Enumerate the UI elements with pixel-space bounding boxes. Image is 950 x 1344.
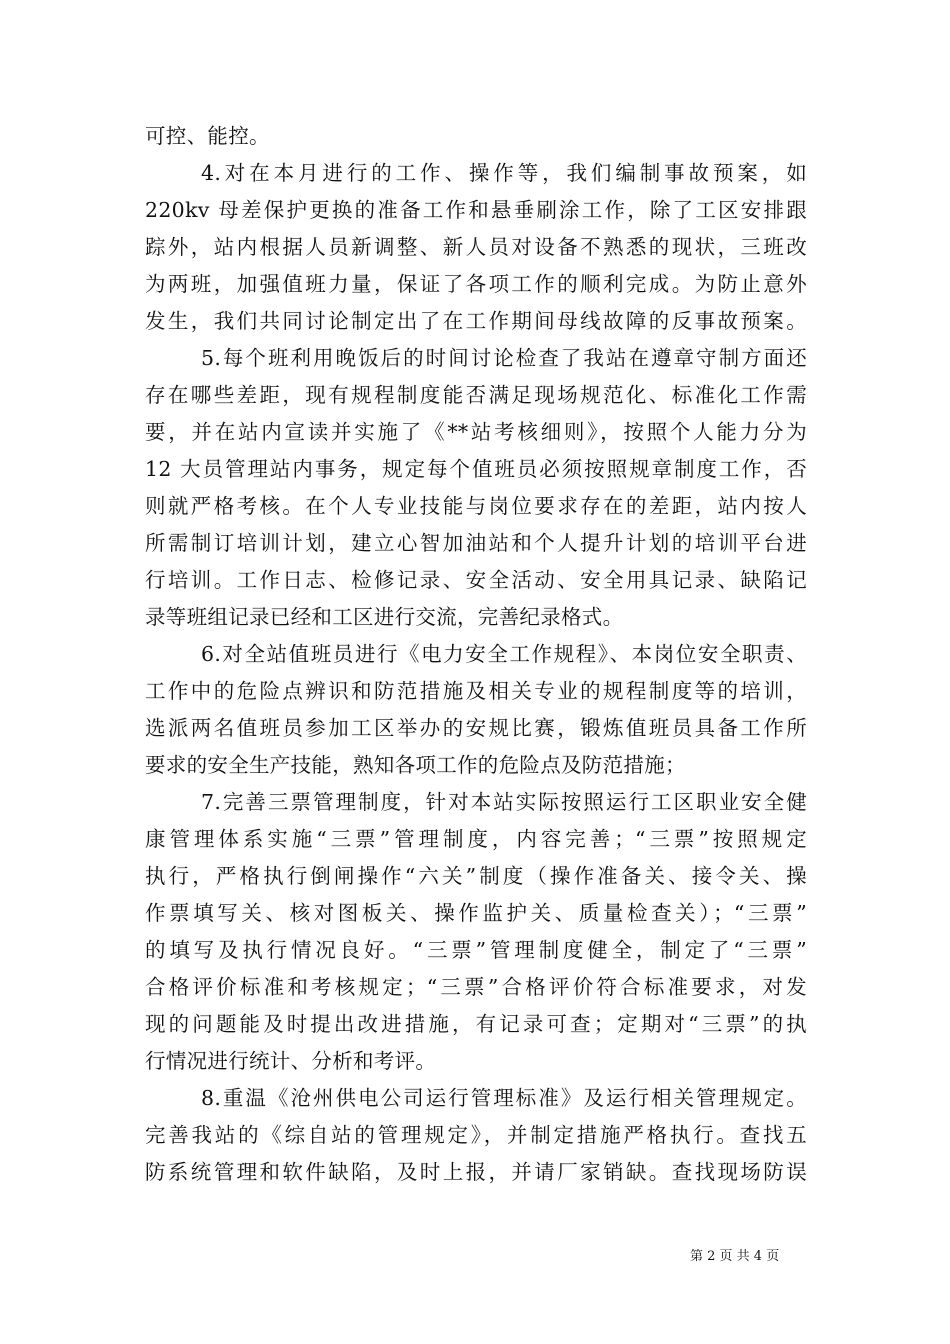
- text-line: 为两班，加强值班力量，保证了各项工作的顺利完成。为防止意外: [145, 272, 807, 296]
- text-line: 可控、能控。: [145, 124, 270, 148]
- text-line: 现的问题能及时提出改进措施，有记录可查；定期对“三票”的执: [145, 1012, 807, 1036]
- page-number-footer: 第 2 页 共 4 页: [690, 1249, 780, 1264]
- text-line: 要求的安全生产技能，熟知各项工作的危险点及防范措施；: [145, 753, 686, 777]
- text-line: 存在哪些差距，现有规程制度能否满足现场规范化、标准化工作需: [145, 383, 807, 407]
- text-line: 发生，我们共同讨论制定出了在工作期间母线故障的反事故预案。: [145, 309, 807, 333]
- text-line: 的填写及执行情况良好。“三票”管理制度健全，制定了“三票”: [145, 938, 807, 962]
- text-line: 防系统管理和软件缺陷，及时上报，并请厂家销缺。查找现场防误: [145, 1160, 807, 1184]
- text-line: 录等班组记录已经和工区进行交流，完善纪录格式。: [145, 605, 624, 629]
- text-line: 6.对全站值班员进行《电力安全工作规程》、本岗位安全职责、: [201, 642, 807, 666]
- text-line: 执行，严格执行倒闸操作“六关”制度（操作准备关、接令关、操: [145, 864, 807, 888]
- text-line: 8.重温《沧州供电公司运行管理标准》及运行相关管理规定。: [201, 1086, 807, 1110]
- text-line: 7.完善三票管理制度，针对本站实际按照运行工区职业安全健: [201, 790, 807, 814]
- text-line: 5.每个班利用晚饭后的时间讨论检查了我站在遵章守制方面还: [201, 346, 807, 370]
- text-line: 踪外，站内根据人员新调整、新人员对设备不熟悉的现状，三班改: [145, 235, 807, 259]
- text-line: 完善我站的《综自站的管理规定》，并制定措施严格执行。查找五: [145, 1123, 807, 1147]
- text-line: 12 大员管理站内事务，规定每个值班员必须按照规章制度工作，否: [145, 457, 807, 481]
- text-line: 所需制订培训计划，建立心智加油站和个人提升计划的培训平台进: [145, 531, 807, 555]
- body-text: [145, 118, 807, 1191]
- text-line: 合格评价标准和考核规定；“三票”合格评价符合标准要求，对发: [145, 975, 807, 999]
- text-line: 要，并在站内宣读并实施了《**站考核细则》，按照个人能力分为: [145, 420, 807, 444]
- text-line: 4.对在本月进行的工作、操作等，我们编制事故预案，如: [201, 161, 807, 185]
- text-line: 工作中的危险点辨识和防范措施及相关专业的规程制度等的培训，: [145, 679, 807, 703]
- text-line: 康管理体系实施“三票”管理制度，内容完善；“三票”按照规定: [145, 827, 807, 851]
- text-line: 行培训。工作日志、检修记录、安全活动、安全用具记录、缺陷记: [145, 568, 807, 592]
- text-line: 220kv 母差保护更换的准备工作和悬垂刷涂工作，除了工区安排跟: [145, 198, 807, 222]
- text-line: 行情况进行统计、分析和考评。: [145, 1049, 437, 1073]
- text-line: 选派两名值班员参加工区举办的安规比赛，锻炼值班员具备工作所: [145, 716, 807, 740]
- text-line: 则就严格考核。在个人专业技能与岗位要求存在的差距，站内按人: [145, 494, 807, 518]
- text-line: 作票填写关、核对图板关、操作监护关、质量检查关）；“三票”: [145, 901, 807, 925]
